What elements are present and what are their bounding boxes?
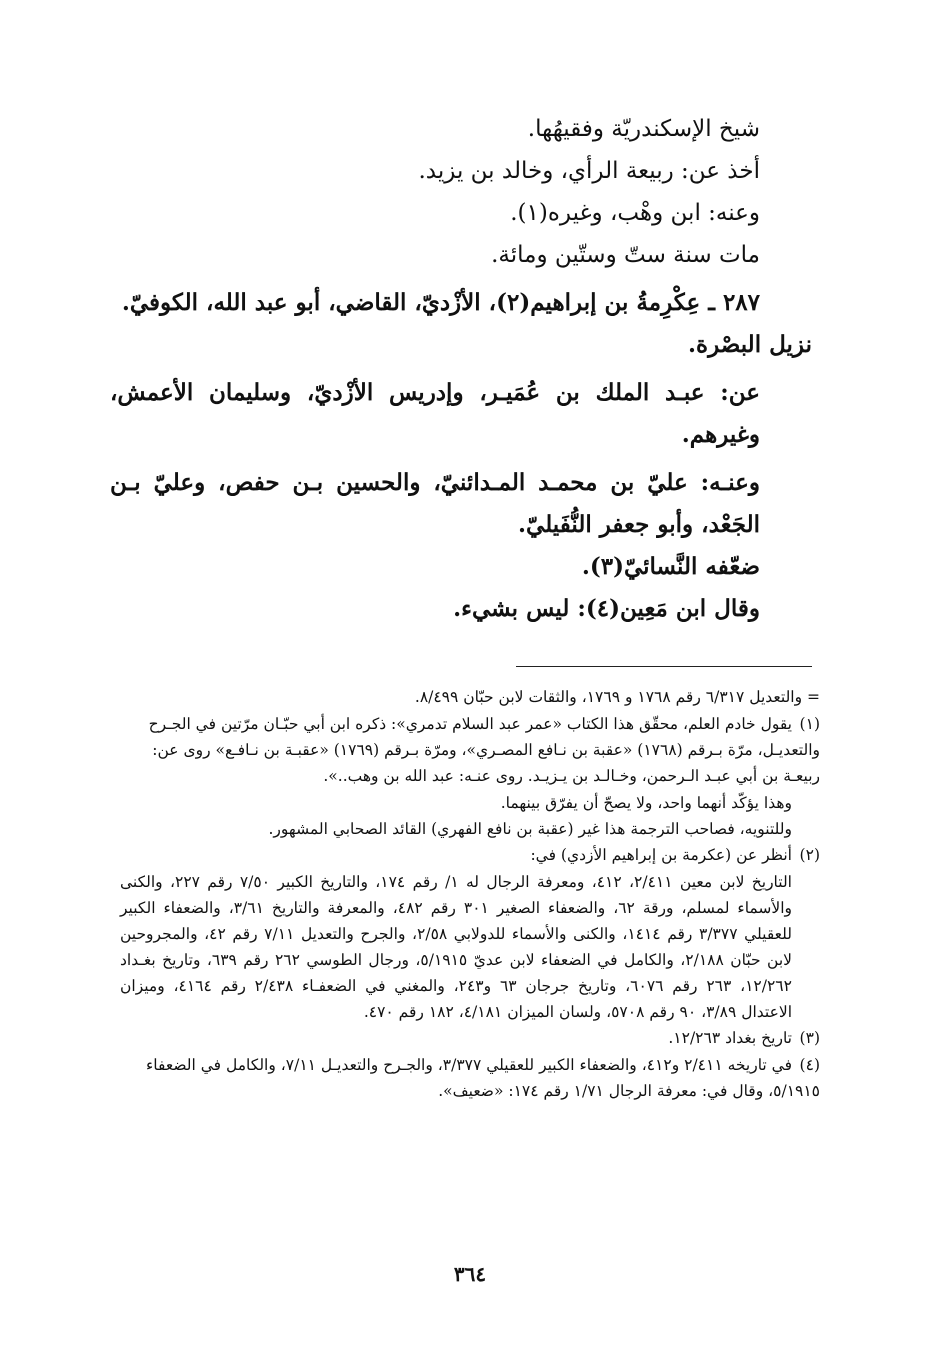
footnote-number: (٣) xyxy=(799,1029,820,1047)
text-line: شيخ الإسكندريّة وفقيهُها. xyxy=(527,116,760,142)
footnote-2 xyxy=(120,842,820,868)
ibn-maeen-line: وقال ابن مَعِين(٤): ليس بشيء. xyxy=(453,595,760,622)
footnote-1-paragraph: وللتنويه، فصاحب الترجمة هذا غير (عقبة بن نافع الفهري) القائد الصحابي المشهور. xyxy=(268,820,792,838)
students-paragraph: وعنـه: عليّ بن محمـد المـدائنيّ، والحسين بـن حفص، وعليّ بـن الجَعْد، وأبو جعفر النُّفَيليّ. xyxy=(110,469,760,538)
footnotes xyxy=(120,684,820,1105)
footnote-text: يقول خادم العلم، محقّق هذا الكتاب «عمر عبد السلام تدمري»: ذكره ابن أبي حبّـان مرّتين في الجـرح والتعديـل، مرّة بـرقم (١٧٦٨) «عقبة بن نـافع المصـري»، ومرّة بـرقم (١٧٦٩) «عقبـة بن نـافـع» روى عن: ربيعـة بن أبي عبـد الـرحمن، وخـالـد بن يـزيـد. روى عنـه: عبد الله بن وهب..». xyxy=(148,715,820,785)
footnote-number: (١) xyxy=(799,715,820,733)
footnote-number: (٢) xyxy=(799,846,820,864)
entry-subline: نزيل البصْرة. xyxy=(688,331,812,358)
text-line: وعنه: ابن وهْب، وغيره(١). xyxy=(510,200,760,226)
footnote-text: تاريخ بغداد ١٢/٢٦٣. xyxy=(668,1029,792,1047)
footnote-2-sources: التاريخ لابن معين ٢/٤١١، ٤١٢، ومعرفة الرجال له ١/ رقم ١٧٤، والتاريخ الكبير ٧/٥٠ رقم ٢٢٧، والكنى والأسماء لمسلم، ورقة ٦٢، والضعفاء الصغير ٣٠١ رقم ٤٨٢، والمعرفة والتاريخ ٣/٦١، والضعفاء الكبير للعقيلي ٣/٣٧٧ رقم ١٤١٤، والكنى والأسماء للدولابي ٢/٥٨، والجرح والتعديل ٧/١١ رقم ٤٢، والمجروحين لابن حبّان ٢/١٨٨، والكامل في الضعفاء لابن عديّ ٥/١٩١٥، ورجال الطوسي ٢٦٢ رقم ٦٣٩، وتاريخ بغـداد ١٢/٢٦٢، ٢٦٣ رقم ٦٠٧٦، وتاريخ جرجان ٦٣ و٢٤٣، والمغني في الضعفـاء ٢/٤٣٨ رقم ٤١٦٤، وميزان الاعتدال ٣/٨٩، ٩٠ رقم ٥٧٠٨، ولسان الميزان ٤/١٨١، ١٨٢ رقم ٤٧٠. xyxy=(120,873,793,1021)
page-number: ٣٦٤ xyxy=(453,1262,487,1286)
footnote-separator xyxy=(516,666,812,667)
footnote-4 xyxy=(120,1052,820,1104)
text-line: أخذ عن: ربيعة الرأي، وخالد بن يزيد. xyxy=(418,158,760,184)
footnote-text: أنظر عن (عكرمة بن إبراهيم الأزدي) في: xyxy=(530,846,792,864)
biography-text xyxy=(110,108,812,630)
teachers-paragraph: عن: عبـد الملك بن عُمَيـر، وإدريس الأزْديّ، وسليمان الأعمش، وغيرهم. xyxy=(110,379,760,448)
footnote-3 xyxy=(120,1025,820,1051)
footnote-number: (٤) xyxy=(799,1056,820,1074)
entry-heading: ٢٨٧ ـ عِكْرِمةُ بن إبراهيم(٢)، الأزْديّ، القاضي، أبو عبد الله، الكوفيّ. xyxy=(121,289,760,316)
weakness-line: ضعّفه النَّسائيّ(٣). xyxy=(581,553,760,580)
footnote-text: في تاريخه ٢/٤١١ و٤١٢، والضعفاء الكبير للعقيلي ٣/٣٧٧، والجـرح والتعديـل ٧/١١، والكامل في الضعفاء ٥/١٩١٥، وقال في: معرفة الرجال ١/٧١ رقم ١٧٤: «ضعيف». xyxy=(146,1056,820,1100)
text-line: مات سنة ستّ وستّين ومائة. xyxy=(491,242,760,268)
footnote-1-paragraph: وهذا يؤكّد أنهما واحد، ولا يصحّ أن يفرّق بينهما. xyxy=(500,794,792,812)
footnote-1 xyxy=(120,711,820,789)
footnote-continuation: = والتعديل ٦/٣١٧ رقم ١٧٦٨ و ١٧٦٩، والثقات لابن حبّان ٨/٤٩٩. xyxy=(414,688,820,706)
